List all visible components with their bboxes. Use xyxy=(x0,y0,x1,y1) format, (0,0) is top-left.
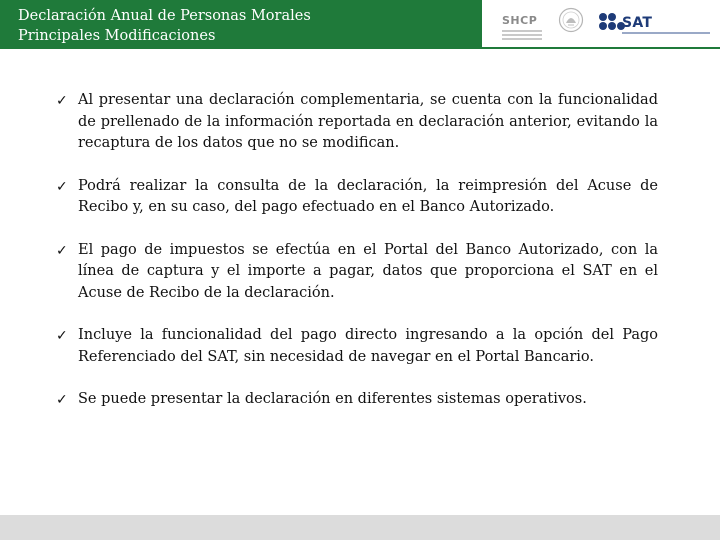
list-item xyxy=(56,240,658,305)
bullet-text: Se puede presentar la declaración en diferentes sistemas operativos. xyxy=(78,391,587,407)
list-item xyxy=(56,90,658,155)
logo-area xyxy=(490,6,715,44)
bullet-text: Podrá realizar la consulta de la declaración, la reimpresión del Acuse de Recibo y, en su caso, del pago efectuado en el Banco Autorizado. xyxy=(78,177,658,215)
bullet-text: Al presentar una declaración complementaria, se cuenta con la funcionalidad de prellenado de la información reportada en declaración anterior, evitando la recaptura de los datos que no se modifican. xyxy=(78,92,658,151)
list-item xyxy=(56,325,658,368)
checkmark-icon: ✓ xyxy=(56,392,68,408)
shcp-logo-text: SHCP xyxy=(502,14,538,27)
checkmark-icon: ✓ xyxy=(56,93,68,109)
mexican-coat-of-arms-icon xyxy=(558,7,584,33)
shcp-logo xyxy=(502,10,546,42)
list-item xyxy=(56,389,658,411)
header-divider xyxy=(0,47,720,49)
header-bar xyxy=(0,0,482,47)
list-item xyxy=(56,176,658,219)
checkmark-icon: ✓ xyxy=(56,242,68,259)
sat-logo-subtext xyxy=(622,32,710,34)
bullet-list xyxy=(56,90,658,432)
footer-band xyxy=(0,515,720,540)
title-line-2: Principales Modificaciones xyxy=(18,28,216,44)
sat-logo-text: SAT xyxy=(622,15,653,31)
checkmark-icon: ✓ xyxy=(56,328,68,344)
bullet-text: Incluye la funcionalidad del pago directo ingresando a la opción del Pago Referenciado del SAT, sin necesidad de navegar en el Portal Bancario. xyxy=(78,327,658,365)
shcp-logo-subtext xyxy=(502,30,542,40)
checkmark-icon: ✓ xyxy=(56,178,68,195)
title-line-1: Declaración Anual de Personas Morales xyxy=(18,8,311,24)
page-title xyxy=(18,6,311,46)
bullet-text: El pago de impuestos se efectúa en el Portal del Banco Autorizado, con la línea de captura y el importe a pagar, datos que proporciona el SAT en el Acuse de Recibo de la declaración. xyxy=(78,241,658,301)
